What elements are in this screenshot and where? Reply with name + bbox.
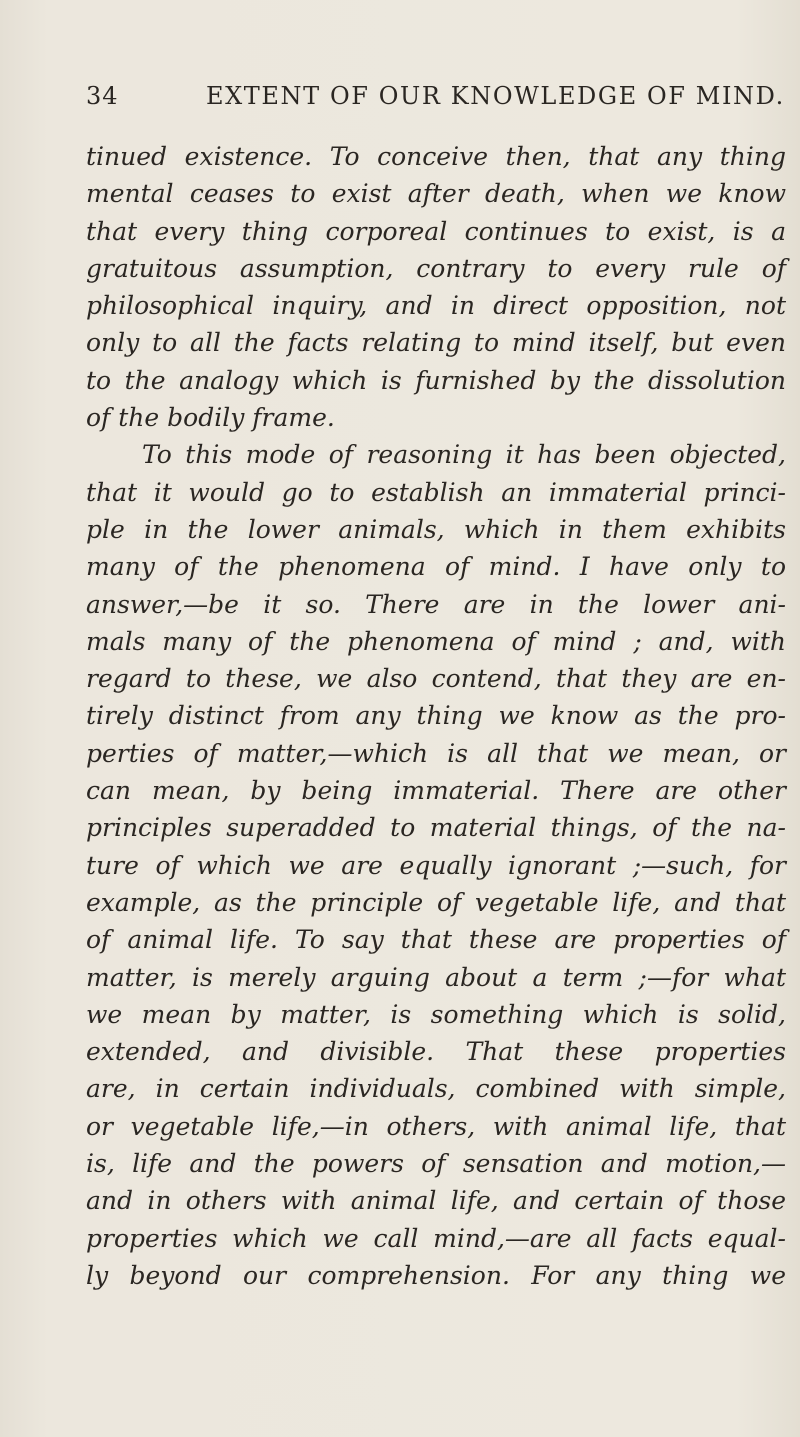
text-line: only to all the facts relating to mind itself, but even [86, 328, 786, 358]
text-line: that it would go to establish an immaterial princi- [86, 477, 786, 507]
text-line: mental ceases to exist after death, when we know [86, 179, 786, 209]
text-line: perties of matter,—which is all that we mean, or [86, 738, 786, 768]
text-line: mals many of the phenomena of mind ; and, with [86, 626, 786, 656]
text-line: is, life and the powers of sensation and motion,— [86, 1149, 786, 1179]
text-line: regard to these, we also contend, that they are en- [86, 664, 786, 694]
text-line: extended, and divisible. That these properties [86, 1037, 786, 1067]
text-line: to the analogy which is furnished by the dissolution [86, 365, 786, 395]
text-line: example, as the principle of vegetable life, and that [86, 887, 786, 917]
body-text [86, 138, 786, 1294]
text-line: matter, is merely arguing about a term ;—for what [86, 962, 786, 992]
text-line: tirely distinct from any thing we know as the pro- [86, 701, 786, 731]
text-line: answer,—be it so. There are in the lower ani- [86, 589, 786, 619]
paragraph-start-line: To this mode of reasoning it has been objected, [142, 440, 786, 470]
running-head-title: EXTENT OF OUR KNOWLEDGE OF MIND. [206, 82, 785, 110]
text-line: that every thing corporeal continues to exist, is a [86, 216, 786, 246]
text-line: many of the phenomena of mind. I have only to [86, 552, 786, 582]
text-line: ture of which we are equally ignorant ;—such, for [86, 850, 786, 880]
text-line: ple in the lower animals, which in them exhibits [86, 514, 786, 544]
text-line: philosophical inquiry, and in direct opposition, not [86, 291, 786, 321]
text-line: tinued existence. To conceive then, that any thing [86, 142, 786, 171]
text-line: we mean by matter, is something which is solid, [86, 999, 786, 1029]
text-line: ly beyond our comprehension. For any thing we [86, 1260, 786, 1290]
page-number: 34 [86, 82, 119, 110]
text-line: properties which we call mind,—are all facts equal- [86, 1223, 786, 1253]
text-line: of animal life. To say that these are properties of [86, 925, 786, 955]
text-line: are, in certain individuals, combined with simple, [86, 1074, 786, 1104]
running-head [86, 76, 786, 116]
text-line: can mean, by being immaterial. There are other [86, 776, 786, 806]
text-line: or vegetable life,—in others, with animal life, that [86, 1111, 786, 1141]
text-line: gratuitous assumption, contrary to every rule of [86, 253, 786, 283]
text-line: and in others with animal life, and certain of those [86, 1186, 786, 1216]
text-line: principles superadded to material things, of the na- [86, 813, 786, 843]
text-line: of the bodily frame. [86, 403, 335, 433]
